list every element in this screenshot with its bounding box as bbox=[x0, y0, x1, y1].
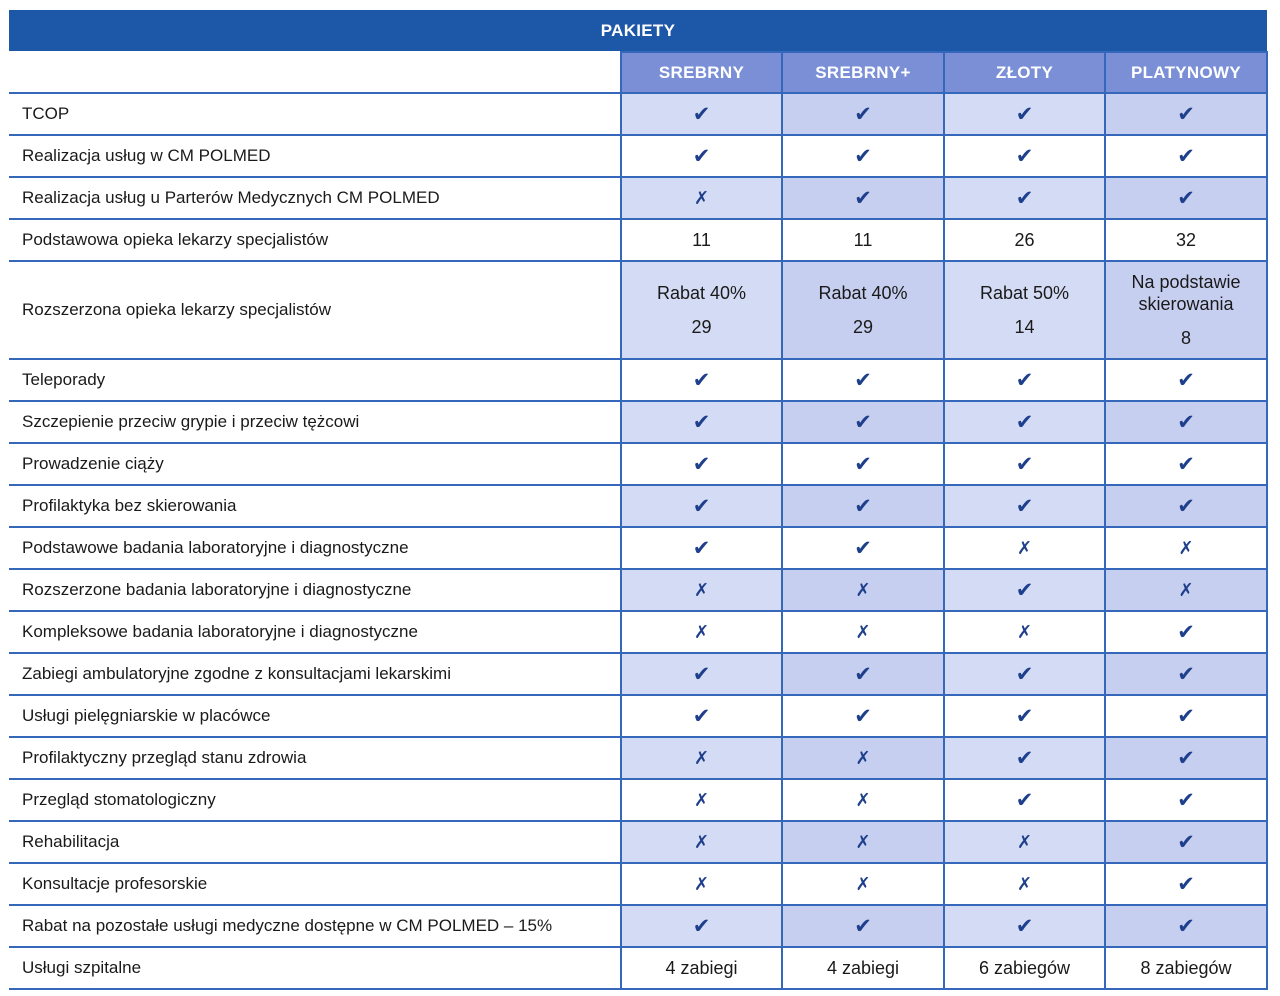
cell-discount-text: Na podstawie skierowania bbox=[1131, 272, 1241, 314]
row-label: Realizacja usług u Parterów Medycznych CM POLMED bbox=[9, 177, 621, 219]
column-header-zloty: ZŁOTY bbox=[944, 52, 1105, 93]
row-label: Prowadzenie ciąży bbox=[9, 443, 621, 485]
value-cell bbox=[1105, 485, 1267, 527]
cross-icon: ✗ bbox=[693, 789, 710, 810]
checkmark-icon: ✔ bbox=[692, 914, 711, 938]
checkmark-icon: ✔ bbox=[854, 704, 872, 728]
value-cell bbox=[782, 947, 944, 989]
cross-icon: ✗ bbox=[1178, 537, 1194, 558]
checkmark-icon: ✔ bbox=[692, 494, 711, 518]
row-label: Szczepienie przeciw grypie i przeciw tężcowi bbox=[9, 401, 621, 443]
checkmark-icon: ✔ bbox=[1015, 578, 1034, 602]
cross-icon: ✗ bbox=[855, 579, 871, 600]
checkmark-icon: ✔ bbox=[692, 102, 711, 126]
cell-value-text: 11 bbox=[853, 229, 873, 250]
checkmark-icon: ✔ bbox=[692, 144, 711, 168]
value-cell bbox=[944, 443, 1105, 485]
row-label: Kompleksowe badania laboratoryjne i diagnostyczne bbox=[9, 611, 621, 653]
checkmark-icon: ✔ bbox=[1015, 102, 1034, 126]
checkmark-icon: ✔ bbox=[1177, 186, 1195, 210]
value-cell bbox=[944, 569, 1105, 611]
cell-value-text: 26 bbox=[1014, 229, 1035, 250]
cross-icon: ✗ bbox=[855, 621, 871, 642]
checkmark-icon: ✔ bbox=[1015, 410, 1034, 434]
row-label: Zabiegi ambulatoryjne zgodne z konsultacjami lekarskimi bbox=[9, 653, 621, 695]
value-cell bbox=[621, 135, 782, 177]
value-cell bbox=[1105, 821, 1267, 863]
table-row bbox=[9, 653, 1267, 695]
column-header-row bbox=[9, 52, 1267, 93]
checkmark-icon: ✔ bbox=[854, 144, 872, 168]
cross-icon: ✗ bbox=[855, 747, 871, 768]
value-cell bbox=[1105, 443, 1267, 485]
row-label: Podstawowa opieka lekarzy specjalistów bbox=[9, 219, 621, 261]
checkmark-icon: ✔ bbox=[854, 186, 872, 210]
cross-icon: ✗ bbox=[693, 831, 710, 852]
checkmark-icon: ✔ bbox=[1015, 144, 1034, 168]
value-cell bbox=[621, 401, 782, 443]
value-cell bbox=[621, 737, 782, 779]
checkmark-icon: ✔ bbox=[1177, 410, 1195, 434]
table-row bbox=[9, 443, 1267, 485]
cross-icon: ✗ bbox=[855, 831, 871, 852]
cell-discount-text: Rabat 40% bbox=[656, 283, 747, 303]
cross-icon: ✗ bbox=[1016, 873, 1033, 894]
checkmark-icon: ✔ bbox=[1015, 662, 1034, 686]
row-label: Rozszerzone badania laboratoryjne i diagnostyczne bbox=[9, 569, 621, 611]
value-cell bbox=[782, 443, 944, 485]
column-header-platynowy: PLATYNOWY bbox=[1105, 52, 1267, 93]
value-cell-stacked bbox=[621, 261, 782, 359]
cell-value-text: 11 bbox=[692, 229, 711, 250]
checkmark-icon: ✔ bbox=[1177, 494, 1195, 518]
value-cell bbox=[782, 863, 944, 905]
value-cell bbox=[944, 737, 1105, 779]
value-cell bbox=[782, 653, 944, 695]
value-cell bbox=[944, 219, 1105, 261]
checkmark-icon: ✔ bbox=[692, 662, 711, 686]
table-row bbox=[9, 737, 1267, 779]
value-cell bbox=[944, 401, 1105, 443]
checkmark-icon: ✔ bbox=[1015, 788, 1034, 812]
row-label: Rehabilitacja bbox=[9, 821, 621, 863]
checkmark-icon: ✔ bbox=[692, 368, 711, 392]
value-cell bbox=[621, 905, 782, 947]
value-cell bbox=[621, 695, 782, 737]
cell-value-text: 8 zabiegów bbox=[1140, 957, 1232, 978]
value-cell bbox=[944, 177, 1105, 219]
value-cell bbox=[1105, 177, 1267, 219]
table-row bbox=[9, 569, 1267, 611]
checkmark-icon: ✔ bbox=[1015, 186, 1034, 210]
value-cell bbox=[1105, 219, 1267, 261]
column-header-srebrny-plus: SREBRNY+ bbox=[782, 52, 944, 93]
cross-icon: ✗ bbox=[693, 579, 710, 600]
value-cell bbox=[944, 93, 1105, 135]
value-cell bbox=[782, 569, 944, 611]
checkmark-icon: ✔ bbox=[854, 914, 872, 938]
cross-icon: ✗ bbox=[1016, 831, 1033, 852]
table-row bbox=[9, 821, 1267, 863]
value-cell bbox=[621, 527, 782, 569]
value-cell bbox=[782, 401, 944, 443]
cross-icon: ✗ bbox=[693, 621, 710, 642]
cross-icon: ✗ bbox=[1016, 537, 1033, 558]
value-cell bbox=[944, 527, 1105, 569]
value-cell bbox=[782, 821, 944, 863]
value-cell bbox=[782, 611, 944, 653]
value-cell bbox=[944, 779, 1105, 821]
value-cell-stacked bbox=[782, 261, 944, 359]
value-cell bbox=[621, 947, 782, 989]
cell-value-text: 6 zabiegów bbox=[978, 957, 1071, 978]
value-cell bbox=[782, 737, 944, 779]
table-row bbox=[9, 695, 1267, 737]
checkmark-icon: ✔ bbox=[854, 662, 872, 686]
table-row bbox=[9, 401, 1267, 443]
row-label: Przegląd stomatologiczny bbox=[9, 779, 621, 821]
checkmark-icon: ✔ bbox=[854, 494, 872, 518]
checkmark-icon: ✔ bbox=[1015, 914, 1034, 938]
table-row bbox=[9, 359, 1267, 401]
checkmark-icon: ✔ bbox=[1015, 452, 1034, 476]
checkmark-icon: ✔ bbox=[854, 452, 872, 476]
value-cell bbox=[1105, 737, 1267, 779]
value-cell bbox=[621, 653, 782, 695]
header-blank-cell bbox=[9, 52, 621, 93]
cross-icon: ✗ bbox=[1016, 621, 1033, 642]
checkmark-icon: ✔ bbox=[1015, 494, 1034, 518]
checkmark-icon: ✔ bbox=[1177, 914, 1195, 938]
table-row bbox=[9, 779, 1267, 821]
value-cell bbox=[944, 947, 1105, 989]
value-cell-stacked bbox=[1105, 261, 1267, 359]
packages-table-container bbox=[9, 10, 1267, 990]
checkmark-icon: ✔ bbox=[1177, 788, 1195, 812]
table-row bbox=[9, 611, 1267, 653]
cell-discount-text: Rabat 40% bbox=[818, 283, 908, 303]
checkmark-icon: ✔ bbox=[1015, 746, 1034, 770]
value-cell bbox=[621, 821, 782, 863]
value-cell bbox=[944, 695, 1105, 737]
table-title: PAKIETY bbox=[9, 10, 1267, 51]
value-cell bbox=[782, 485, 944, 527]
value-cell bbox=[782, 135, 944, 177]
value-cell bbox=[782, 905, 944, 947]
value-cell bbox=[1105, 905, 1267, 947]
value-cell bbox=[944, 905, 1105, 947]
table-row bbox=[9, 947, 1267, 989]
row-label: Profilaktyczny przegląd stanu zdrowia bbox=[9, 737, 621, 779]
table-row bbox=[9, 93, 1267, 135]
value-cell bbox=[782, 779, 944, 821]
checkmark-icon: ✔ bbox=[1177, 620, 1195, 644]
value-cell bbox=[782, 695, 944, 737]
row-label: Realizacja usług w CM POLMED bbox=[9, 135, 621, 177]
cell-count-text: 8 bbox=[1180, 328, 1191, 348]
value-cell bbox=[1105, 135, 1267, 177]
value-cell bbox=[621, 219, 782, 261]
value-cell bbox=[944, 863, 1105, 905]
value-cell bbox=[944, 821, 1105, 863]
value-cell bbox=[1105, 93, 1267, 135]
value-cell bbox=[782, 359, 944, 401]
value-cell bbox=[1105, 863, 1267, 905]
value-cell bbox=[621, 359, 782, 401]
value-cell bbox=[621, 569, 782, 611]
cell-value-text: 4 zabiegi bbox=[665, 957, 738, 978]
value-cell bbox=[782, 93, 944, 135]
value-cell bbox=[1105, 947, 1267, 989]
checkmark-icon: ✔ bbox=[1177, 704, 1195, 728]
value-cell bbox=[621, 485, 782, 527]
checkmark-icon: ✔ bbox=[1177, 144, 1195, 168]
checkmark-icon: ✔ bbox=[1177, 830, 1195, 854]
value-cell-stacked bbox=[944, 261, 1105, 359]
checkmark-icon: ✔ bbox=[854, 536, 872, 560]
column-header-srebrny: SREBRNY bbox=[621, 52, 782, 93]
table-row bbox=[9, 261, 1267, 359]
row-label: Usługi szpitalne bbox=[9, 947, 621, 989]
cell-value-text: 4 zabiegi bbox=[826, 957, 900, 978]
value-cell bbox=[782, 177, 944, 219]
checkmark-icon: ✔ bbox=[1177, 746, 1195, 770]
cross-icon: ✗ bbox=[1178, 579, 1194, 600]
value-cell bbox=[782, 527, 944, 569]
row-label: Konsultacje profesorskie bbox=[9, 863, 621, 905]
checkmark-icon: ✔ bbox=[692, 410, 711, 434]
cell-count-text: 29 bbox=[852, 317, 874, 337]
cell-count-text: 14 bbox=[1014, 317, 1035, 337]
value-cell bbox=[621, 93, 782, 135]
checkmark-icon: ✔ bbox=[854, 368, 872, 392]
checkmark-icon: ✔ bbox=[692, 452, 711, 476]
value-cell bbox=[1105, 359, 1267, 401]
table-row bbox=[9, 135, 1267, 177]
row-label: Teleporady bbox=[9, 359, 621, 401]
checkmark-icon: ✔ bbox=[1177, 368, 1195, 392]
value-cell bbox=[944, 485, 1105, 527]
checkmark-icon: ✔ bbox=[1177, 872, 1195, 896]
table-row bbox=[9, 177, 1267, 219]
checkmark-icon: ✔ bbox=[1015, 368, 1034, 392]
row-label: Rabat na pozostałe usługi medyczne dostępne w CM POLMED – 15% bbox=[9, 905, 621, 947]
row-label: Rozszerzona opieka lekarzy specjalistów bbox=[9, 261, 621, 359]
cross-icon: ✗ bbox=[693, 747, 710, 768]
cell-value-text: 32 bbox=[1175, 229, 1197, 250]
table-body bbox=[9, 93, 1267, 989]
value-cell bbox=[1105, 695, 1267, 737]
checkmark-icon: ✔ bbox=[692, 536, 711, 560]
table-row bbox=[9, 527, 1267, 569]
checkmark-icon: ✔ bbox=[854, 102, 872, 126]
value-cell bbox=[1105, 569, 1267, 611]
checkmark-icon: ✔ bbox=[1015, 704, 1034, 728]
value-cell bbox=[944, 611, 1105, 653]
checkmark-icon: ✔ bbox=[1177, 102, 1195, 126]
value-cell bbox=[621, 779, 782, 821]
checkmark-icon: ✔ bbox=[854, 410, 872, 434]
value-cell bbox=[1105, 527, 1267, 569]
value-cell bbox=[1105, 611, 1267, 653]
table-row bbox=[9, 219, 1267, 261]
value-cell bbox=[944, 359, 1105, 401]
row-label: Podstawowe badania laboratoryjne i diagnostyczne bbox=[9, 527, 621, 569]
value-cell bbox=[1105, 401, 1267, 443]
row-label: Profilaktyka bez skierowania bbox=[9, 485, 621, 527]
table-row bbox=[9, 905, 1267, 947]
packages-table bbox=[9, 51, 1268, 990]
table-row bbox=[9, 485, 1267, 527]
checkmark-icon: ✔ bbox=[692, 704, 711, 728]
value-cell bbox=[621, 443, 782, 485]
cross-icon: ✗ bbox=[693, 187, 710, 208]
row-label: TCOP bbox=[9, 93, 621, 135]
cross-icon: ✗ bbox=[855, 873, 871, 894]
value-cell bbox=[621, 863, 782, 905]
checkmark-icon: ✔ bbox=[1177, 452, 1195, 476]
cross-icon: ✗ bbox=[855, 789, 871, 810]
value-cell bbox=[944, 135, 1105, 177]
value-cell bbox=[1105, 653, 1267, 695]
cross-icon: ✗ bbox=[693, 873, 710, 894]
value-cell bbox=[1105, 779, 1267, 821]
value-cell bbox=[782, 219, 944, 261]
table-row bbox=[9, 863, 1267, 905]
cell-discount-text: Rabat 50% bbox=[979, 283, 1070, 303]
value-cell bbox=[944, 653, 1105, 695]
checkmark-icon: ✔ bbox=[1177, 662, 1195, 686]
value-cell bbox=[621, 611, 782, 653]
row-label: Usługi pielęgniarskie w placówce bbox=[9, 695, 621, 737]
cell-count-text: 29 bbox=[691, 317, 712, 337]
value-cell bbox=[621, 177, 782, 219]
